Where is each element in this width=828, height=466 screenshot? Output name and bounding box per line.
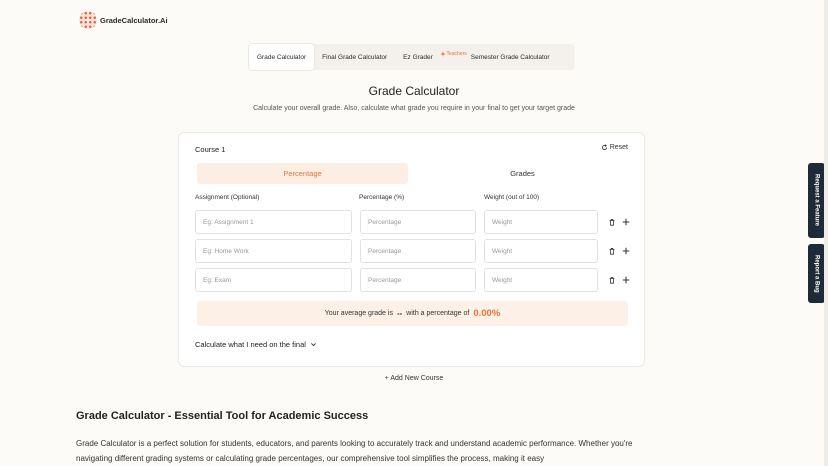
- page-subtitle: Calculate your overall grade. Also, calculate what grade you require in your final to get your target grade: [253, 105, 575, 112]
- article-title: Grade Calculator - Essential Tool for Academic Success: [76, 410, 369, 422]
- tab-label: Semester Grade Calculator: [470, 53, 550, 61]
- logo-icon: [79, 11, 97, 29]
- weight-input[interactable]: Weight: [484, 268, 598, 292]
- assignment-input[interactable]: Eg: Home Work: [195, 239, 352, 263]
- tab-final-grade-calculator[interactable]: [314, 44, 395, 70]
- add-row-icon[interactable]: [622, 247, 630, 255]
- trash-icon[interactable]: [608, 218, 616, 226]
- request-feature-button[interactable]: [808, 163, 825, 238]
- weight-column-label: Weight (out of 100): [484, 194, 540, 201]
- percentage-input[interactable]: Percentage: [360, 239, 476, 263]
- chevron-down-icon: [310, 341, 317, 348]
- tab-label: Ez Grader: [403, 53, 433, 61]
- report-bug-button[interactable]: [808, 244, 825, 303]
- average-grade: --: [396, 309, 403, 318]
- tab-grade-calculator[interactable]: [249, 44, 314, 70]
- mode-grades-tab[interactable]: Grades: [510, 169, 535, 178]
- reset-label: Reset: [609, 144, 628, 151]
- reset-button[interactable]: [601, 144, 628, 151]
- report-bug-label: Report a Bug: [813, 254, 820, 293]
- badge-label: Teachers: [446, 51, 467, 57]
- calc-final-label: Calculate what I need on the final: [195, 340, 306, 349]
- result-middle: with a percentage of: [406, 310, 470, 317]
- refresh-icon: [601, 144, 608, 151]
- result-prefix: Your average grade is: [324, 310, 393, 317]
- nav-tabs: [249, 44, 575, 70]
- sparkle-icon: [440, 51, 446, 57]
- assignment-input[interactable]: Eg: Exam: [195, 268, 352, 292]
- page-title: Grade Calculator: [368, 84, 460, 98]
- scrollbar[interactable]: [824, 0, 828, 466]
- brand-name: GradeCalculator.Ai: [100, 15, 168, 25]
- article-paragraph: Grade Calculator is a perfect solution for students, educators, and parents looking to accurately track and understand academic performance. Whether you're navigating different grading systems or calculating grade percentages, our comprehensive tool simplifies the process, making it easy: [76, 439, 633, 463]
- row-actions: [608, 276, 630, 284]
- row-actions: [608, 247, 630, 255]
- course-name: Course 1: [195, 145, 226, 154]
- assignment-column-label: Assignment (Optional): [195, 194, 260, 201]
- add-row-icon[interactable]: [622, 218, 630, 226]
- percentage-input[interactable]: Percentage: [360, 268, 476, 292]
- course-card: [178, 132, 645, 367]
- request-feature-label: Request a Feature: [813, 174, 820, 227]
- add-course-button[interactable]: + Add New Course: [384, 375, 444, 382]
- mode-percentage-tab[interactable]: Percentage: [197, 163, 408, 184]
- percentage-column-label: Percentage (%): [359, 194, 405, 201]
- average-result: [197, 301, 628, 326]
- average-percentage: 0.00%: [473, 308, 501, 319]
- row-actions: [608, 218, 630, 226]
- tab-semester-grade-calculator[interactable]: [463, 44, 558, 70]
- trash-icon[interactable]: [608, 247, 616, 255]
- add-row-icon[interactable]: [622, 276, 630, 284]
- tab-label: Final Grade Calculator: [322, 53, 388, 61]
- trash-icon[interactable]: [608, 276, 616, 284]
- assignment-input[interactable]: Eg: Assignment 1: [195, 210, 352, 234]
- weight-input[interactable]: Weight: [484, 239, 598, 263]
- weight-input[interactable]: Weight: [484, 210, 598, 234]
- percentage-input[interactable]: Percentage: [360, 210, 476, 234]
- brand-logo[interactable]: [79, 11, 168, 29]
- tab-label: Grade Calculator: [257, 53, 307, 61]
- tab-ez-grader[interactable]: [395, 44, 467, 70]
- calculate-final-toggle[interactable]: [195, 340, 317, 349]
